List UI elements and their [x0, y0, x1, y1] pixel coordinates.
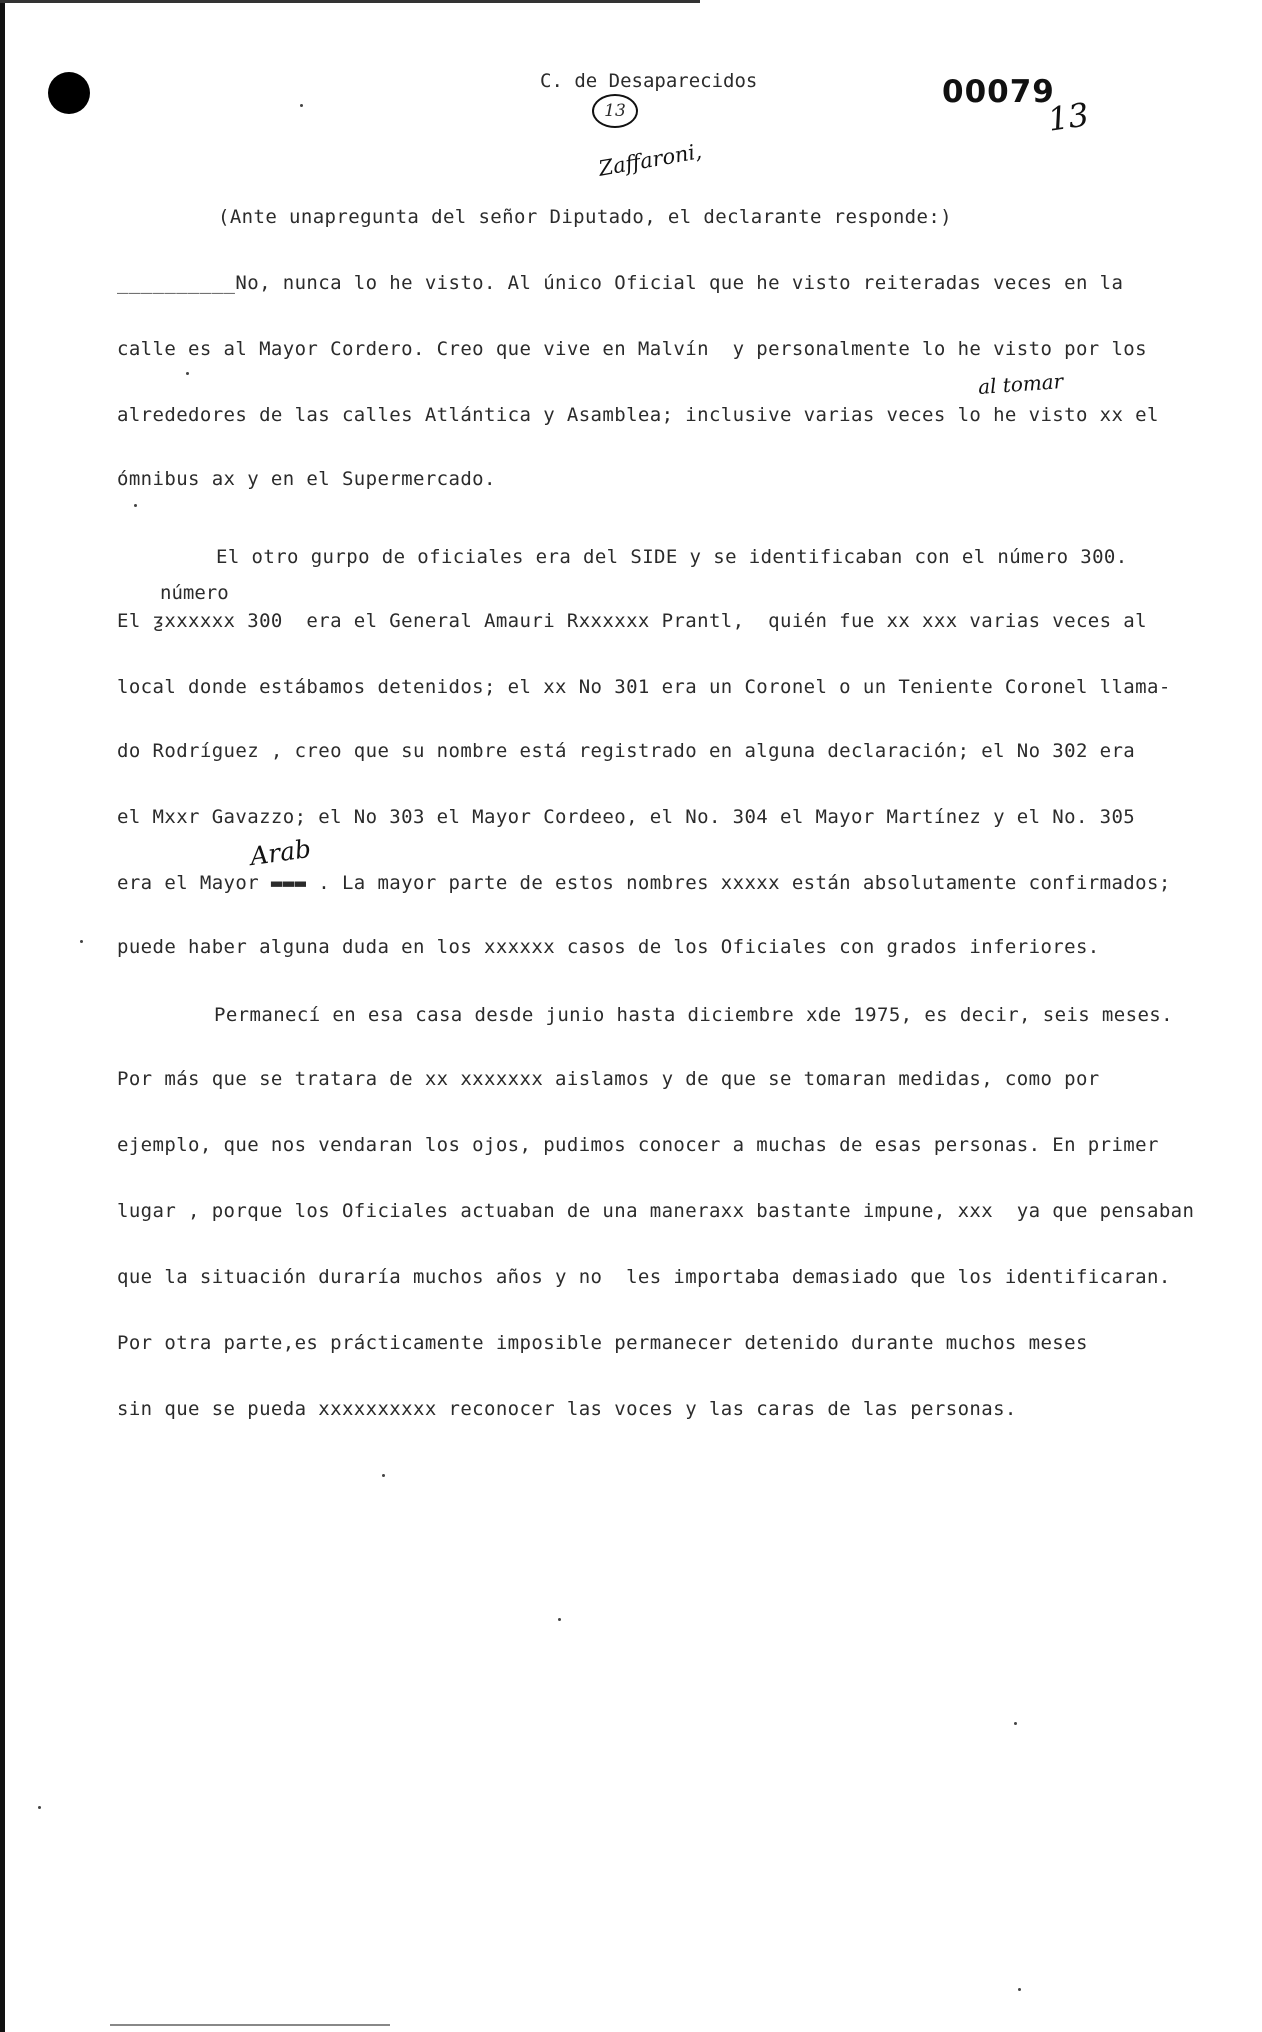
text-line-2: __________No, nunca lo he visto. Al único Oficial que he visto reiteradas veces en la: [117, 272, 1124, 294]
scan-speck: [382, 1474, 385, 1477]
page-number: 00079: [942, 74, 1055, 110]
text-line-11: era el Mayor ▬▬▬ . La mayor parte de estos nombres xxxxx están absolutamente confirmados;: [117, 872, 1171, 894]
text-line-9: do Rodríguez , creo que su nombre está registrado en alguna declaración; el No 302 era: [117, 740, 1136, 762]
text-line-15: ejemplo, que nos vendaran los ojos, pudimos conocer a muchas de esas personas. En primer: [117, 1134, 1159, 1156]
text-line-7: El ƺxxxxxx 300 era el General Amauri Rxxxxxx Prantl, quién fue xx xxx varias veces al: [117, 610, 1147, 632]
text-line-12: puede haber alguna duda en los xxxxxx casos de los Oficiales con grados inferiores.: [117, 936, 1100, 958]
text-line-17: que la situación duraría muchos años y no les importaba demasiado que los identificaran.: [117, 1266, 1171, 1288]
scan-speck: [134, 504, 137, 507]
scan-speck: [300, 104, 303, 107]
text-line-5: ómnibus ax y en el Supermercado.: [117, 468, 496, 490]
scan-speck: [558, 1618, 561, 1621]
scan-speck: [1018, 1988, 1021, 1991]
text-line-19: sin que se pueda xxxxxxxxxx reconocer las voces y las caras de las personas.: [117, 1398, 1017, 1420]
scan-speck: [38, 1806, 41, 1809]
circled-number: 13: [592, 94, 638, 128]
text-line-1: (Ante unapregunta del señor Diputado, el declarante responde:): [218, 206, 953, 228]
text-line-6: El otro gurpo de oficiales era del SIDE y se identificaban con el número 300.: [216, 546, 1128, 568]
text-line-18: Por otra parte,es prácticamente imposible permanecer detenido durante muchos meses: [117, 1332, 1088, 1354]
punch-hole: [48, 72, 90, 114]
scan-edge-top: [0, 0, 700, 3]
text-line-14: Por más que se tratara de xx xxxxxxx aislamos y de que se tomaran medidas, como por: [117, 1068, 1100, 1090]
text-line-16: lugar , porque los Oficiales actuaban de una maneraxx bastante impune, xxx ya que pensaban: [117, 1200, 1195, 1222]
typed-insert-numero: número: [160, 582, 229, 604]
document-header: C. de Desaparecidos: [540, 70, 758, 92]
handwritten-page-number: 13: [1045, 95, 1092, 139]
handwritten-annotation-al-tomar: al tomar: [977, 369, 1064, 399]
scan-edge-bottom: [110, 2024, 390, 2026]
text-line-3: calle es al Mayor Cordero. Creo que vive en Malvín y personalmente lo he visto por los: [117, 338, 1147, 360]
scan-speck: [80, 940, 83, 943]
handwritten-annotation-arab: Arab: [248, 833, 313, 872]
text-line-4: alrededores de las calles Atlántica y Asamblea; inclusive varias veces lo he visto xx el: [117, 404, 1159, 426]
text-line-8: local donde estábamos detenidos; el xx No 301 era un Coronel o un Teniente Coronel llama-: [117, 676, 1171, 698]
scan-edge-left: [0, 0, 5, 2032]
handwritten-annotation-zaffaroni: Zaffaroni,: [596, 139, 704, 181]
text-line-10: el Mxxr Gavazzo; el No 303 el Mayor Cordeeo, el No. 304 el Mayor Martínez y el No. 305: [117, 806, 1136, 828]
scan-speck: [186, 372, 189, 375]
text-line-13: Permanecí en esa casa desde junio hasta diciembre xde 1975, es decir, seis meses.: [214, 1004, 1173, 1026]
scan-speck: [1014, 1722, 1017, 1725]
